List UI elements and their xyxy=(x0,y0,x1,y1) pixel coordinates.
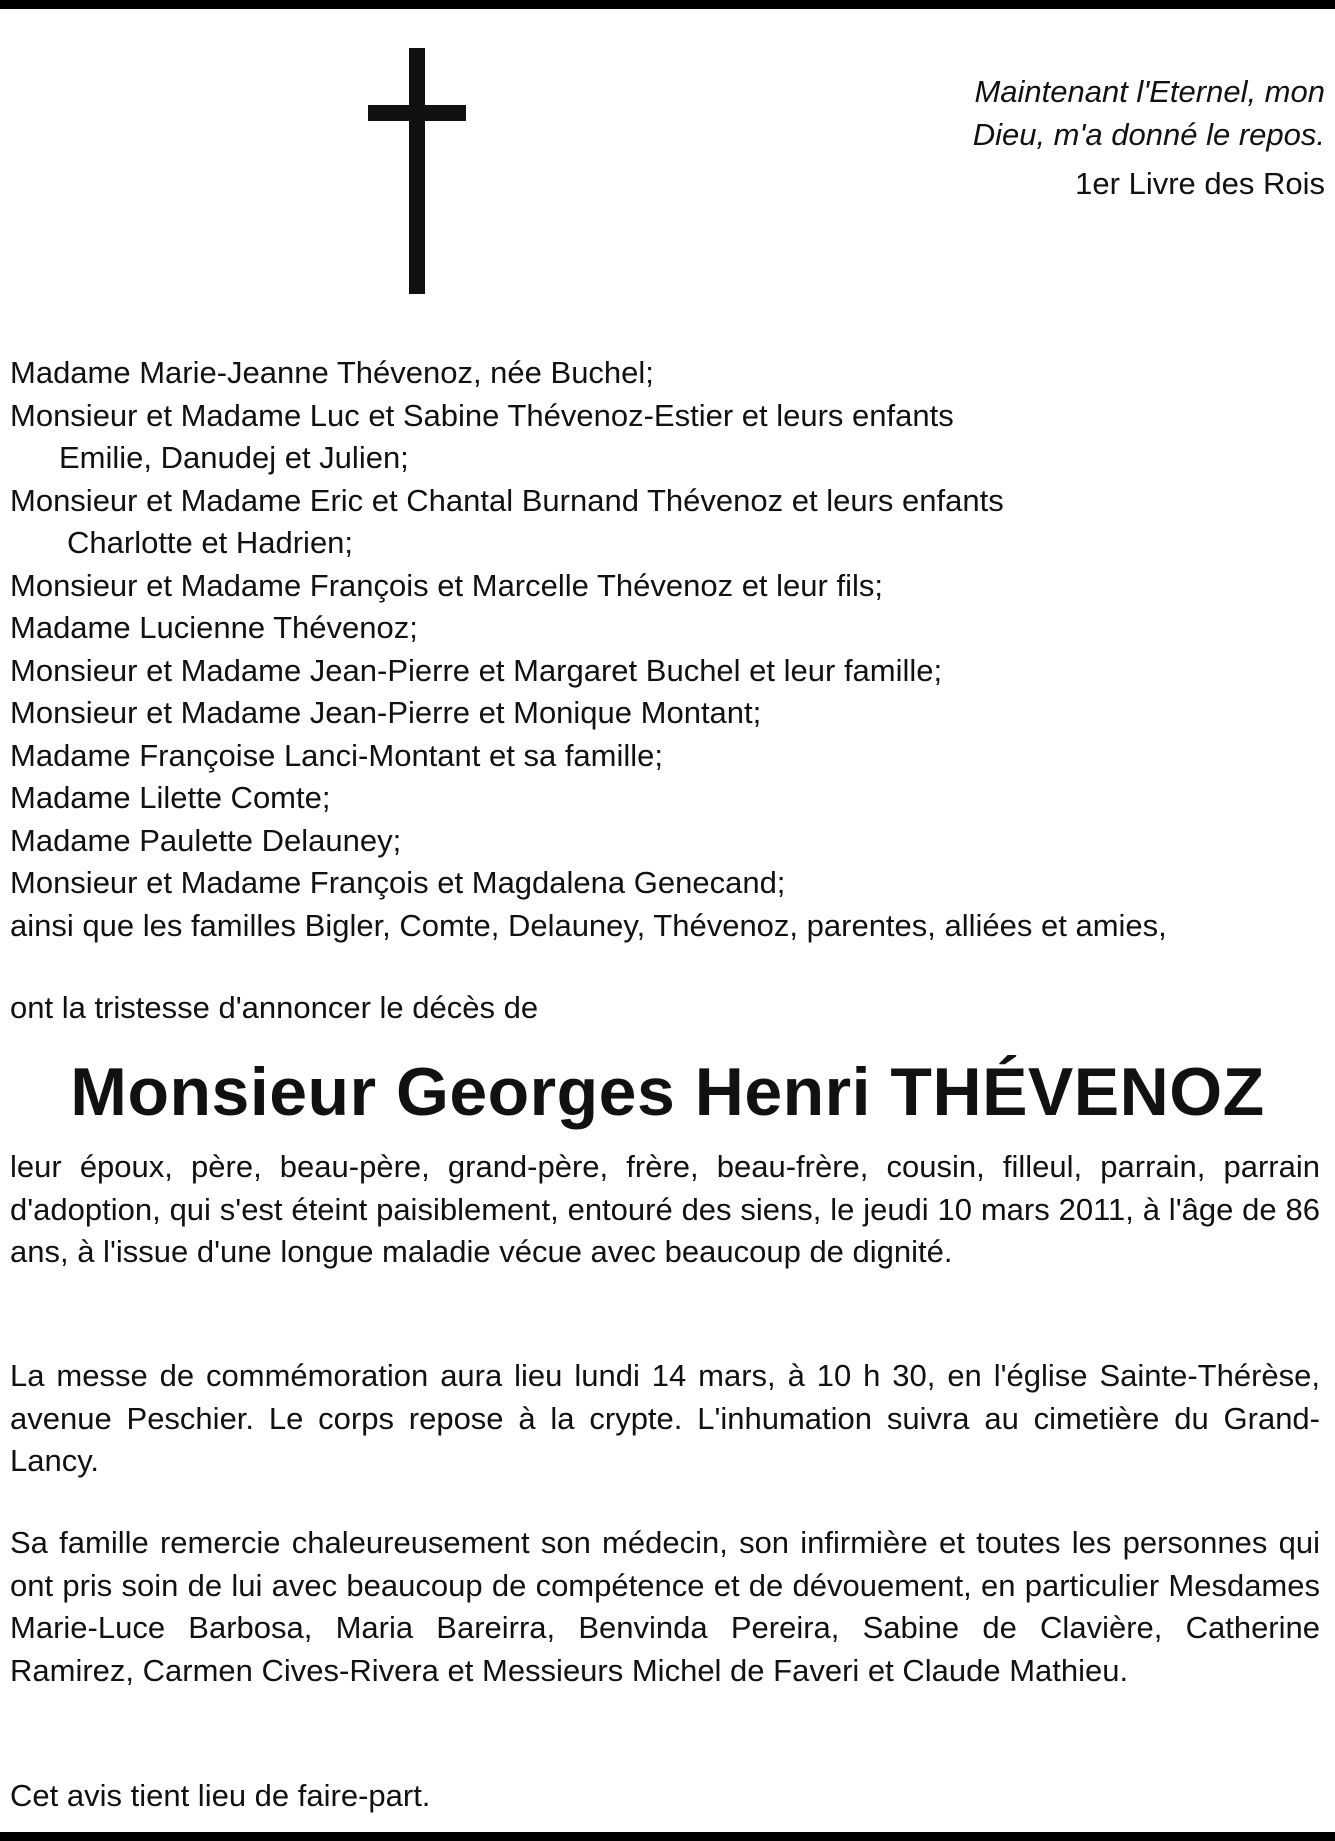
verse-line-2: Dieu, m'a donné le repos. xyxy=(972,117,1325,152)
family-line: Monsieur et Madame Eric et Chantal Burnand Thévenoz et leurs enfants xyxy=(10,482,1004,518)
thanks-paragraph: Sa famille remercie chaleureusement son médecin, son infirmière et toutes les personnes qui ont pris soin de lui avec beaucoup de compétence et de dévouement, en particulier Mesdames Marie-Luce Barbosa, Maria Bareirra, Benvinda Pereira, Sabine de Clavière, Catherine Ramirez, Carmen Cives-Rivera et Messieurs Michel de Faveri et Claude Mathieu. xyxy=(10,1525,1320,1688)
family-line: Monsieur et Madame François et Marcelle Thévenoz et leur fils; xyxy=(10,567,883,603)
family-line: Charlotte et Hadrien; xyxy=(67,525,354,560)
family-line: Madame Lucienne Thévenoz; xyxy=(10,610,418,645)
bible-verse xyxy=(865,70,1325,205)
family-line: Emilie, Danudej et Julien; xyxy=(59,440,409,475)
family-line: Monsieur et Madame Jean-Pierre et Monique Montant; xyxy=(10,695,762,730)
family-line: ainsi que les familles Bigler, Comte, Delauney, Thévenoz, parentes, alliées et amies, xyxy=(10,907,1167,943)
verse-line-1: Maintenant l'Eternel, mon xyxy=(974,74,1325,109)
family-line: Madame Françoise Lanci-Montant et sa famille; xyxy=(10,737,664,773)
cross-icon xyxy=(368,48,466,294)
bottom-border-rule xyxy=(0,1832,1335,1841)
closing-paragraph: Cet avis tient lieu de faire-part. xyxy=(10,1778,431,1813)
cross-vertical-bar xyxy=(409,48,425,294)
relations-paragraph: leur époux, père, beau-père, grand-père, frère, beau-frère, cousin, filleul, parrain, parrain d'adoption, qui s'est éteint paisiblement, entouré des siens, le jeudi 10 mars 2011, à l'âge de 86 ans, à l'issue d'une longue maladie vécue avec beaucoup de dignité. xyxy=(10,1149,1320,1269)
family-line: Madame Lilette Comte; xyxy=(10,780,331,815)
family-line: Monsieur et Madame Jean-Pierre et Margaret Buchel et leur famille; xyxy=(10,652,943,688)
top-border-rule xyxy=(0,0,1335,9)
verse-reference: 1er Livre des Rois xyxy=(1075,166,1325,201)
family-line: Monsieur et Madame Luc et Sabine Thévenoz-Estier et leurs enfants xyxy=(10,397,954,433)
family-line: Monsieur et Madame François et Magdalena Genecand; xyxy=(10,865,786,900)
ceremony-paragraph: La messe de commémoration aura lieu lundi 14 mars, à 10 h 30, en l'église Sainte-Thérèse, avenue Peschier. Le corps repose à la crypte. L'inhumation suivra au cimetière du Grand-Lancy. xyxy=(10,1358,1320,1478)
announcement-text: ont la tristesse d'annoncer le décès de xyxy=(10,990,539,1025)
deceased-name: Monsieur Georges Henri THÉVENOZ xyxy=(70,1054,1265,1130)
family-line: Madame Paulette Delauney; xyxy=(10,822,402,858)
cross-horizontal-bar xyxy=(368,105,466,121)
family-list xyxy=(10,352,1330,947)
family-line: Madame Marie-Jeanne Thévenoz, née Buchel; xyxy=(10,355,654,390)
